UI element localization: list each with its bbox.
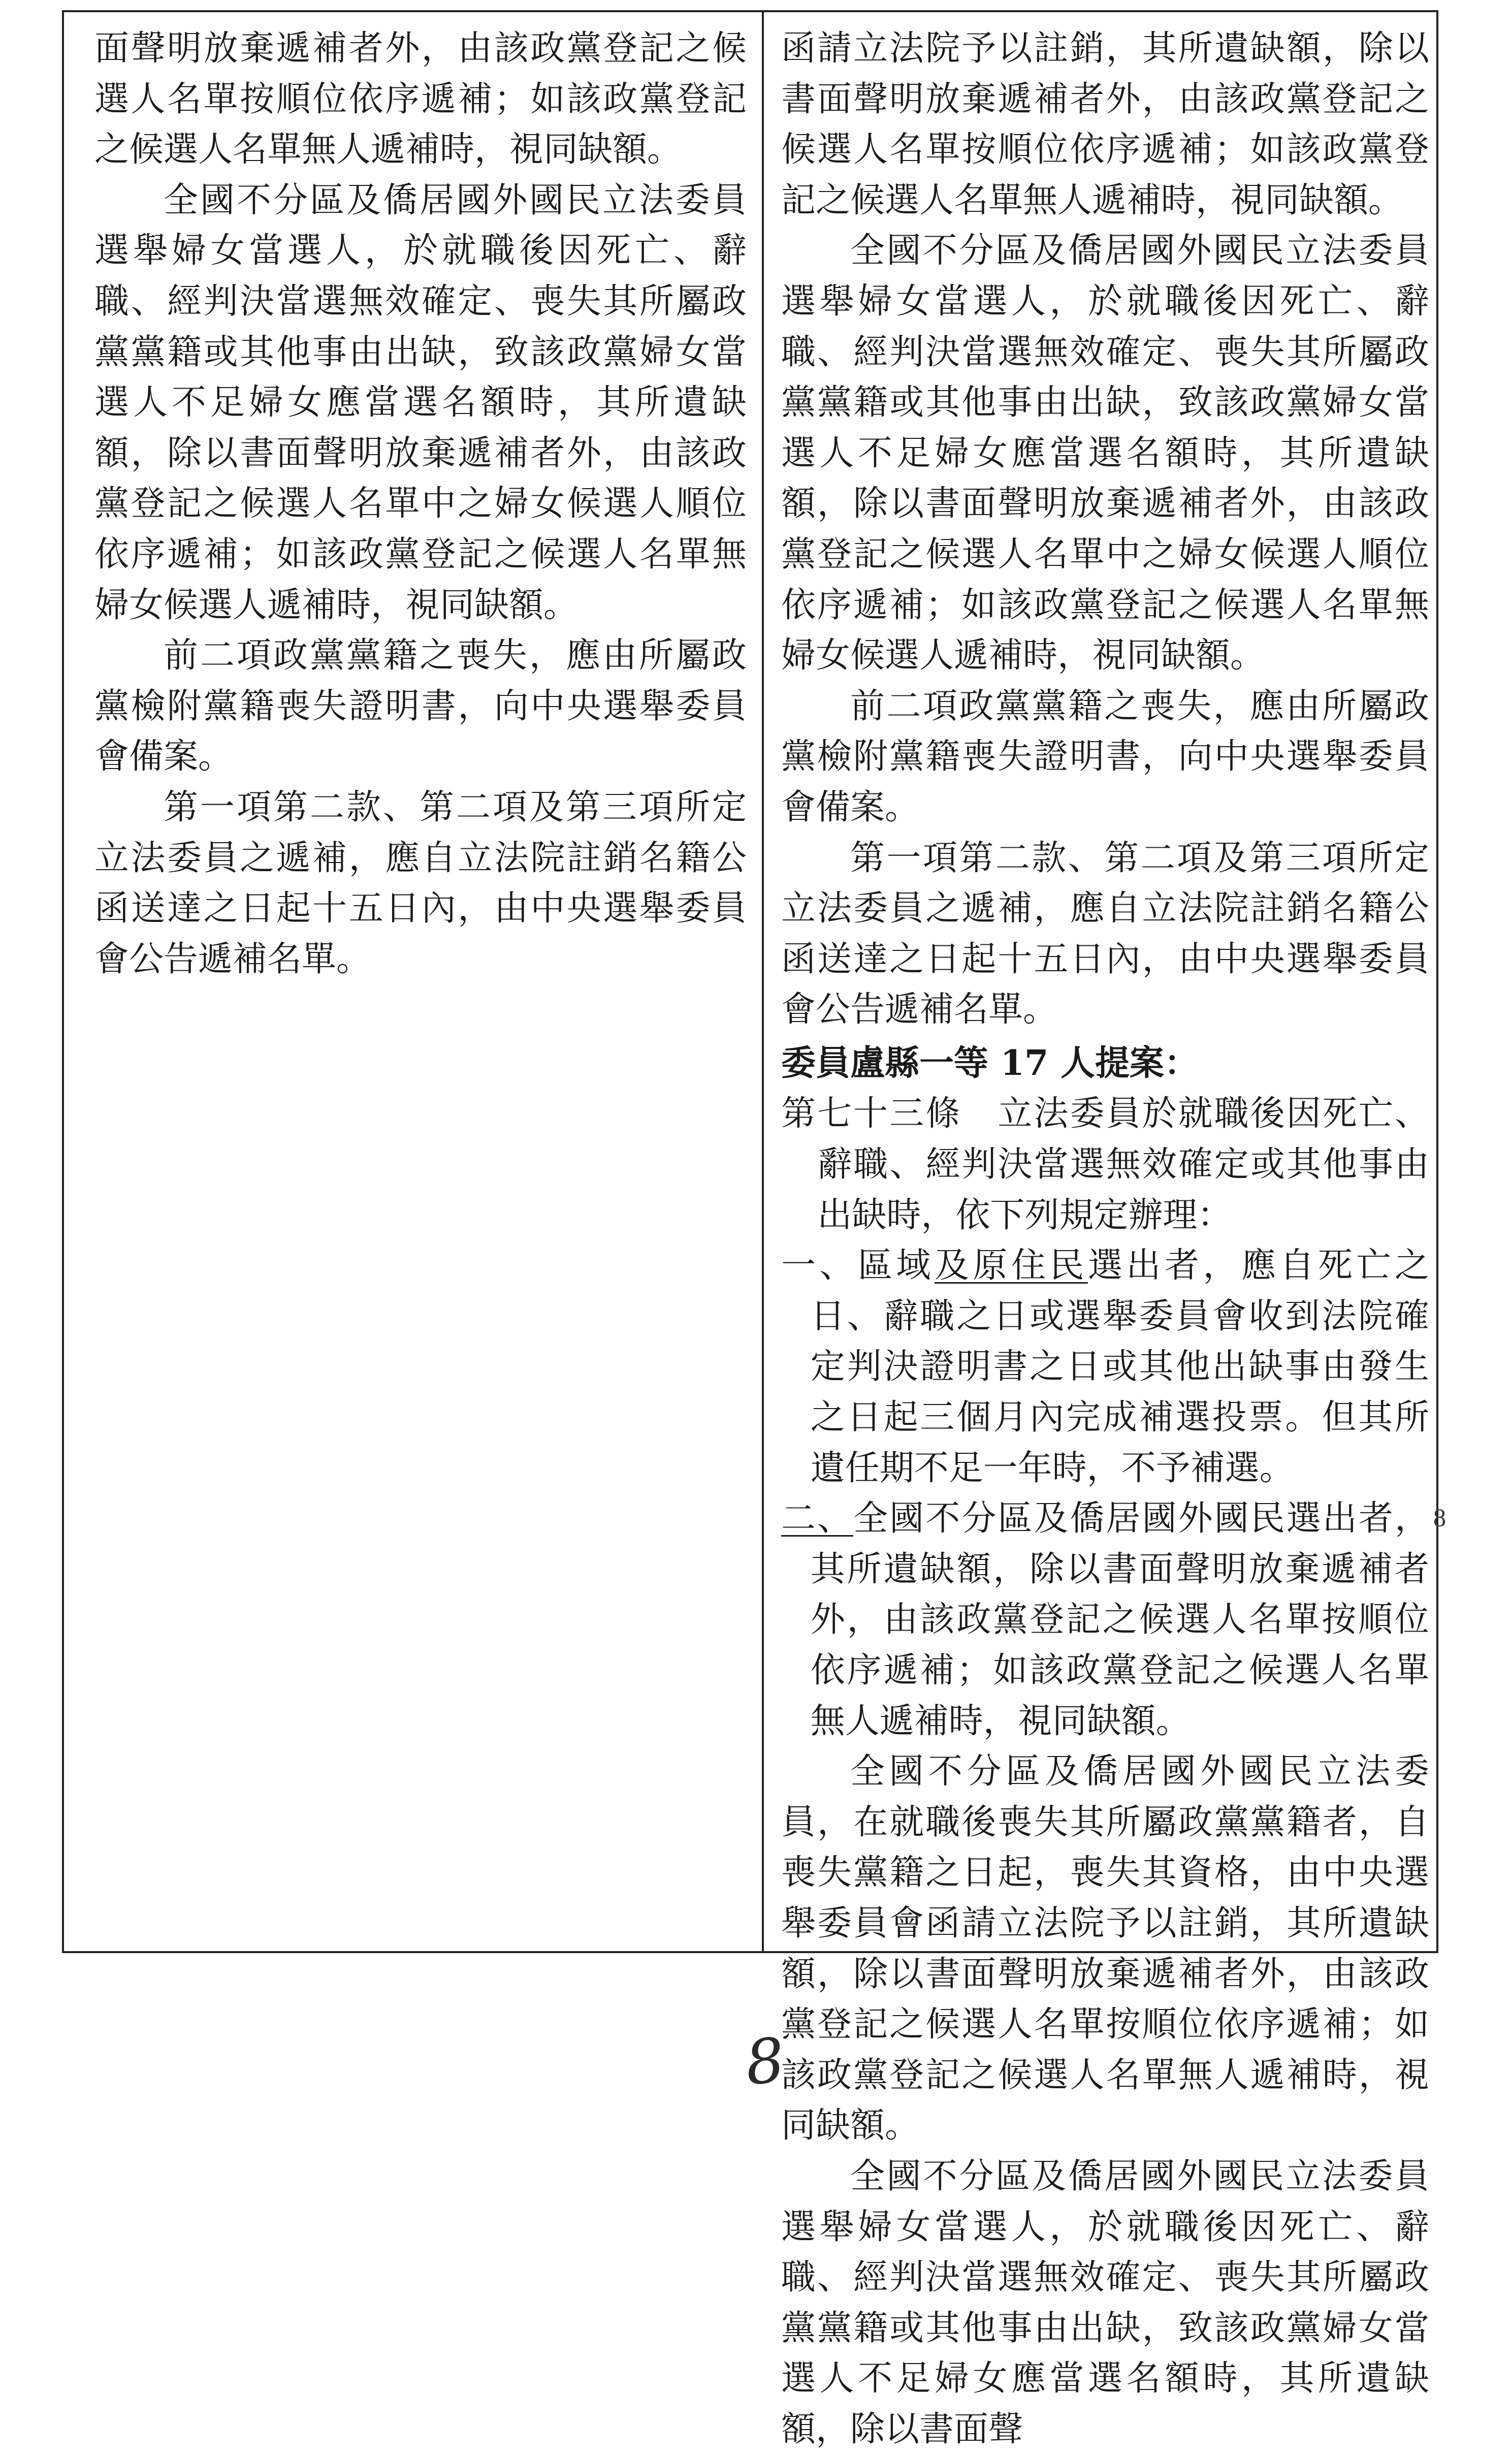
comparison-table [62,10,1438,2449]
left-paragraph-1: 面聲明放棄遞補者外，由該政黨登記之候選人名單按順位依序遞補；如該政黨登記之候選人名單無人遞補時，視同缺額。 [94,28,747,170]
column-divider [762,12,764,1951]
item-1-text-a: 區域 [858,1246,935,1286]
left-paragraph-3: 前二項政黨黨籍之喪失，應由所屬政黨檢附黨籍喪失證明書，向中央選舉委員會備案。 [94,635,747,777]
right-paragraph-2: 全國不分區及僑居國外國民立法委員選舉婦女當選人，於就職後因死亡、辭職、經判決當選無效確定、喪失其所屬政黨黨籍或其他事由出缺，致該政黨婦女當選人不足婦女應當選名額時，其所遺缺額，除以書面聲明放棄遞補者外，由該政黨登記之候選人名單中之婦女候選人順位依序遞補；如該政黨登記之候選人名單無婦女候選人遞補時，視同缺額。 [781,231,1429,676]
item-1-underlined-text: 及原住民 [935,1246,1088,1286]
right-paragraph-1: 函請立法院予以註銷，其所遺缺額，除以書面聲明放棄遞補者外，由該政黨登記之候選人名單按順位依序遞補；如該政黨登記之候選人名單無人遞補時，視同缺額。 [781,28,1429,220]
proposal-heading: 委員盧縣一等 17 人提案： [781,1042,1199,1083]
left-paragraph-4: 第一項第二款、第二項及第三項所定立法委員之遞補，應自立法院註銷名籍公函送達之日起十五日內，由中央選舉委員會公告遞補名單。 [94,787,747,979]
left-paragraph-2: 全國不分區及僑居國外國民立法委員選舉婦女當選人，於就職後因死亡、辭職、經判決當選無效確定、喪失其所屬政黨黨籍或其他事由出缺，致該政黨婦女當選人不足婦女應當選名額時，其所遺缺額，除以書面聲明放棄遞補者外，由該政黨登記之候選人名單中之婦女候選人順位依序遞補；如該政黨登記之候選人名單無婦女候選人遞補時，視同缺額。 [94,180,747,625]
page-number: 8 [1433,1503,1446,1532]
article-item-1 [781,1240,1429,1493]
right-paragraph-4: 第一項第二款、第二項及第三項所定立法委員之遞補，應自立法院註銷名籍公函送達之日起十五日內，由中央選舉委員會公告遞補名單。 [781,838,1429,1030]
right-paragraph-6: 全國不分區及僑居國外國民立法委員選舉婦女當選人，於就職後因死亡、辭職、經判決當選無效確定、喪失其所屬政黨黨籍或其他事由出缺，致該政黨婦女當選人不足婦女應當選名額時，其所遺缺額，除以書面聲 [781,2156,1429,2449]
item-2-number: 二、 [781,1498,854,1539]
right-column [781,23,1429,2449]
left-column [94,23,747,1951]
right-paragraph-3: 前二項政黨黨籍之喪失，應由所屬政黨檢附黨籍喪失證明書，向中央選舉委員會備案。 [781,686,1429,827]
article-item-2 [781,1493,1429,1746]
item-2-text: 全國不分區及僑居國外國民選出者，其所遺缺額，除以書面聲明放棄遞補者外，由該政黨登記之候選人名單按順位依序遞補；如該政黨登記之候選人名單無人遞補時，視同缺額。 [810,1498,1429,1741]
item-1-text-b: 選出者，應自死亡之日、辭職之日或選舉委員會收到法院確定判決證明書之日或其他出缺事由發生之日起三個月內完成補選投票。但其所遺任期不足一年時，不予補選。 [810,1246,1429,1488]
right-paragraph-5: 全國不分區及僑居國外國民立法委員，在就職後喪失其所屬政黨黨籍者，自喪失黨籍之日起，喪失其資格，由中央選舉委員會函請立法院予以註銷，其所遺缺額，除以書面聲明放棄遞補者外，由該政黨登記之候選人名單按順位依序遞補；如該政黨登記之候選人名單無人遞補時，視同缺額。 [781,1751,1429,2146]
item-1-number: 一、 [781,1246,858,1286]
article-73: 第七十三條 立法委員於就職後因死亡、辭職、經判決當選無效確定或其他事由出缺時，依下列規定辦理： [781,1094,1429,1235]
handwritten-page-number: 8 [742,2025,788,2099]
